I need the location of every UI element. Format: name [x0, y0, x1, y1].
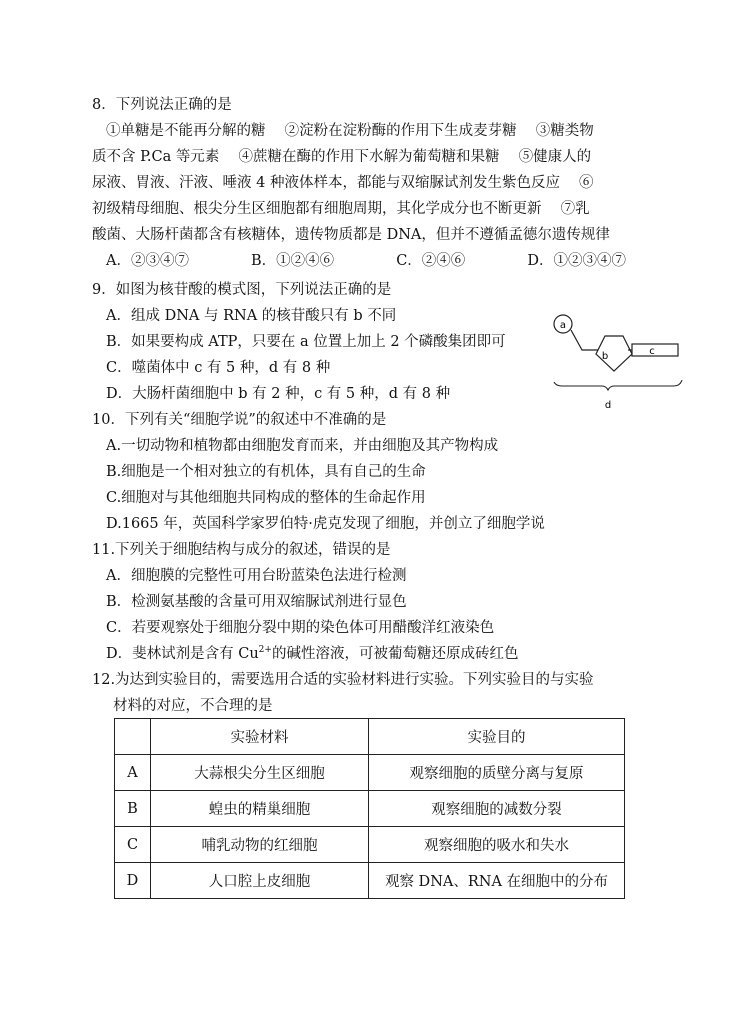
q8-option-a: A．②③④⑦ [106, 253, 189, 269]
q11-option-d [106, 641, 518, 667]
table-cell: 哺乳动物的红细胞 [151, 827, 369, 863]
q8-options [106, 248, 626, 274]
brace [554, 380, 682, 390]
q8-line-1: ①单糖是不能再分解的糖 ②淀粉在淀粉酶的作用下生成麦芽糖 ③糖类物 [106, 123, 594, 139]
table-cell: A [115, 755, 151, 791]
base-rect [632, 344, 678, 356]
nucleotide-diagram [548, 306, 688, 416]
q11-option-d-sup: 2+ [258, 645, 272, 656]
table-row [115, 791, 625, 827]
q9-option-a: A．组成 DNA 与 RNA 的核苷酸只有 b 不同 [106, 308, 397, 324]
q8-option-c: C．②④⑥ [396, 253, 466, 269]
table-cell: 观察细胞的减数分裂 [369, 791, 625, 827]
q9-stem: 9．如图为核苷酸的模式图，下列说法正确的是 [92, 282, 392, 298]
q12-stem-line-2: 材料的对应，不合理的是 [113, 698, 273, 714]
table-row [115, 755, 625, 791]
table-cell: C [115, 827, 151, 863]
q8-option-d: D．①②③④⑦ [527, 253, 626, 269]
table-header-cell: 实验目的 [369, 719, 625, 755]
table-cell: 人口腔上皮细胞 [151, 863, 369, 899]
table-header-cell [115, 719, 151, 755]
q8-stem: 8．下列说法正确的是 [92, 97, 232, 113]
label-d: d [604, 400, 612, 411]
experiment-table [114, 718, 625, 899]
table-row [115, 827, 625, 863]
q10-option-a: A.一切动物和植物都由细胞发育而来，并由细胞及其产物构成 [106, 438, 499, 454]
q8-line-4: 初级精母细胞、根尖分生区细胞都有细胞周期，其化学成分也不断更新 ⑦乳 [92, 201, 590, 217]
table-row [115, 863, 625, 899]
q11-stem: 11.下列关于细胞结构与成分的叙述，错误的是 [92, 542, 391, 558]
q12-stem-line-1: 12.为达到实验目的，需要选用合适的实验材料进行实验。下列实验目的与实验 [92, 672, 594, 688]
q8-line-3: 尿液、胃液、汗液、唾液 4 种液体样本，都能与双缩脲试剂发生紫色反应 ⑥ [92, 175, 594, 191]
table-cell: 观察细胞的质壁分离与复原 [369, 755, 625, 791]
q11-option-b: B．检测氨基酸的含量可用双缩脲试剂进行显色 [106, 594, 407, 610]
q9-option-c: C．噬菌体中 c 有 5 种，d 有 8 种 [106, 360, 331, 376]
table-cell: 蝗虫的精巢细胞 [151, 791, 369, 827]
q8-option-b: B．①②④⑥ [251, 253, 335, 269]
q11-option-d-head: D．斐林试剂是含有 Cu [106, 646, 259, 662]
phosphate-bond [571, 330, 598, 350]
table-cell: 观察细胞的吸水和失水 [369, 827, 625, 863]
q8-line-5: 酸菌、大肠杆菌都含有核糖体，遗传物质都是 DNA，但并不遵循孟德尔遗传规律 [92, 227, 610, 243]
table-header-cell: 实验材料 [151, 719, 369, 755]
q10-option-c: C.细胞对与其他细胞共同构成的整体的生命起作用 [106, 490, 426, 506]
table-cell: B [115, 791, 151, 827]
q9-option-b: B．如果要构成 ATP，只要在 a 位置上加上 2 个磷酸集团即可 [106, 334, 506, 350]
q10-stem: 10．下列有关“细胞学说”的叙述中不准确的是 [92, 412, 387, 428]
table-cell: 大蒜根尖分生区细胞 [151, 755, 369, 791]
q11-option-d-tail: 的碱性溶液，可被葡萄糖还原成砖红色 [271, 646, 519, 662]
q9-option-d: D．大肠杆菌细胞中 b 有 2 种，c 有 5 种，d 有 8 种 [106, 386, 451, 402]
q11-option-a: A．细胞膜的完整性可用台盼蓝染色法进行检测 [106, 568, 407, 584]
label-b: b [601, 351, 609, 362]
q8-line-2: 质不含 P.Ca 等元素 ④蔗糖在酶的作用下水解为葡萄糖和果糖 ⑤健康人的 [92, 149, 592, 165]
table-cell: 观察 DNA、RNA 在细胞中的分布 [369, 863, 625, 899]
table-header-row [115, 719, 625, 755]
label-a: a [559, 320, 567, 331]
label-c: c [649, 346, 655, 357]
q10-option-b: B.细胞是一个相对独立的有机体，具有自己的生命 [106, 464, 426, 480]
table-cell: D [115, 863, 151, 899]
q10-option-d: D.1665 年，英国科学家罗伯特·虎克发现了细胞，并创立了细胞学说 [106, 516, 545, 532]
q11-option-c: C．若要观察处于细胞分裂中期的染色体可用醋酸洋红液染色 [106, 620, 495, 636]
